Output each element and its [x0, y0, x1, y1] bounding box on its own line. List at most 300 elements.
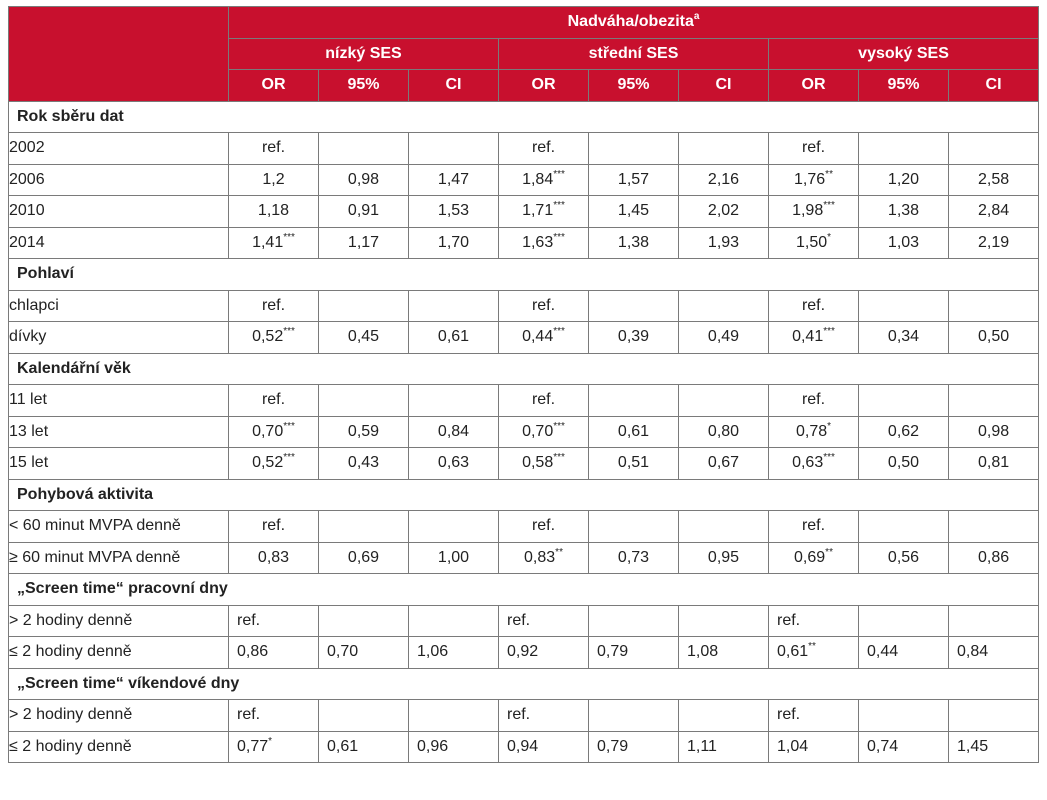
- table-cell: [229, 416, 319, 448]
- table-cell: [319, 290, 409, 322]
- table-cell: [499, 700, 589, 732]
- section-title: „Screen time“ pracovní dny: [9, 574, 1039, 606]
- table-cell: [499, 542, 589, 574]
- significance-marker: ***: [283, 420, 295, 432]
- row-label: ≥ 60 minut MVPA denně: [9, 542, 229, 574]
- col-ci: CI: [679, 70, 769, 102]
- table-cell: [499, 196, 589, 228]
- table-cell: [769, 605, 859, 637]
- section-title: Kalendářní věk: [9, 353, 1039, 385]
- cell-value: 1,98: [792, 202, 824, 220]
- table-cell: [409, 322, 499, 354]
- cell-value: 2,16: [707, 170, 740, 188]
- table-row: [9, 385, 1039, 417]
- cell-value: 0,83: [524, 548, 556, 566]
- cell-value: 1,18: [257, 202, 290, 220]
- table-row: [9, 700, 1039, 732]
- cell-value: 0,58: [522, 454, 554, 472]
- cell-value: 0,61: [327, 737, 359, 755]
- row-label: chlapci: [9, 290, 229, 322]
- table-cell: [229, 196, 319, 228]
- table-cell: [499, 133, 589, 165]
- table-cell: [769, 196, 859, 228]
- cell-value: 1,00: [437, 548, 470, 566]
- cell-value: 0,43: [347, 454, 380, 472]
- table-cell: [859, 700, 949, 732]
- cell-value: 0,86: [237, 643, 269, 661]
- cell-value: 0,86: [977, 548, 1010, 566]
- cell-value: ref.: [237, 706, 261, 724]
- table-cell: [229, 731, 319, 763]
- cell-value: ref.: [777, 706, 801, 724]
- cell-value: ref.: [237, 611, 261, 629]
- cell-value: 0,83: [257, 548, 290, 566]
- table-cell: [319, 227, 409, 259]
- table-cell: [499, 416, 589, 448]
- cell-value: 0,50: [887, 454, 920, 472]
- table-cell: [319, 731, 409, 763]
- table-cell: [499, 385, 589, 417]
- cell-value: 0,69: [347, 548, 380, 566]
- table-cell: [859, 637, 949, 669]
- table-cell: [679, 227, 769, 259]
- cell-value: 0,52: [252, 454, 284, 472]
- table-cell: [229, 637, 319, 669]
- table-cell: [499, 164, 589, 196]
- table-cell: [409, 196, 499, 228]
- table-cell: [499, 637, 589, 669]
- cell-value: 0,50: [977, 328, 1010, 346]
- cell-value: 0,39: [617, 328, 650, 346]
- table-cell: [769, 227, 859, 259]
- table-cell: [859, 605, 949, 637]
- cell-value: 2,02: [707, 202, 740, 220]
- cell-value: 1,06: [417, 643, 449, 661]
- significance-marker: *: [827, 231, 832, 243]
- significance-marker: *: [827, 420, 832, 432]
- cell-value: 1,70: [437, 233, 470, 251]
- cell-value: 0,44: [867, 643, 899, 661]
- table-cell: [769, 133, 859, 165]
- table-cell: [319, 637, 409, 669]
- table-cell: [679, 196, 769, 228]
- table-row: [9, 605, 1039, 637]
- cell-value: 1,20: [887, 170, 920, 188]
- table-cell: [229, 605, 319, 637]
- table-row: [9, 322, 1039, 354]
- cell-value: 2,19: [977, 233, 1010, 251]
- table-cell: [409, 637, 499, 669]
- table-cell: [679, 542, 769, 574]
- table-cell: [229, 164, 319, 196]
- cell-value: 1,2: [262, 170, 285, 188]
- table-cell: [769, 448, 859, 480]
- cell-value: 1,76: [794, 170, 826, 188]
- col-ci: CI: [409, 70, 499, 102]
- cell-value: 0,84: [437, 422, 470, 440]
- table-cell: [229, 385, 319, 417]
- table-cell: [949, 164, 1039, 196]
- table-cell: [409, 542, 499, 574]
- cell-value: 0,62: [887, 422, 920, 440]
- cell-value: 0,70: [522, 422, 554, 440]
- cell-value: 1,45: [957, 737, 989, 755]
- cell-value: 0,91: [347, 202, 380, 220]
- cell-value: 1,47: [437, 170, 470, 188]
- col-or: OR: [229, 70, 319, 102]
- significance-marker: **: [825, 546, 833, 558]
- table-header: [9, 7, 1039, 102]
- table-cell: [229, 290, 319, 322]
- cell-value: ref.: [261, 139, 286, 157]
- cell-value: 0,59: [347, 422, 380, 440]
- section-header-row: [9, 574, 1039, 606]
- table-cell: [319, 700, 409, 732]
- significance-marker: ***: [553, 168, 565, 180]
- table-cell: [319, 605, 409, 637]
- table-cell: [949, 196, 1039, 228]
- table-cell: [229, 700, 319, 732]
- significance-marker: **: [808, 641, 816, 653]
- significance-marker: ***: [823, 200, 835, 212]
- cell-value: 0,63: [437, 454, 470, 472]
- section-header-row: [9, 668, 1039, 700]
- significance-marker: ***: [283, 452, 295, 464]
- row-label: dívky: [9, 322, 229, 354]
- cell-value: 0,94: [507, 737, 539, 755]
- table-cell: [769, 542, 859, 574]
- col-ci: CI: [949, 70, 1039, 102]
- cell-value: 0,98: [977, 422, 1010, 440]
- col-95: 95%: [319, 70, 409, 102]
- table-row: [9, 133, 1039, 165]
- table-cell: [319, 133, 409, 165]
- table-cell: [859, 227, 949, 259]
- table-cell: [319, 416, 409, 448]
- table-cell: [499, 227, 589, 259]
- cell-value: 1,45: [617, 202, 650, 220]
- table-cell: [679, 700, 769, 732]
- cell-value: 0,74: [867, 737, 899, 755]
- cell-value: 0,98: [347, 170, 380, 188]
- cell-value: 0,78: [795, 422, 828, 440]
- table-cell: [679, 637, 769, 669]
- section-header-row: [9, 259, 1039, 291]
- table-cell: [409, 511, 499, 543]
- section-header-row: [9, 353, 1039, 385]
- table-cell: [679, 605, 769, 637]
- table-cell: [679, 385, 769, 417]
- table-cell: [949, 511, 1039, 543]
- table-cell: [319, 164, 409, 196]
- row-label: 2010: [9, 196, 229, 228]
- cell-value: 1,38: [617, 233, 650, 251]
- table-cell: [949, 133, 1039, 165]
- cell-value: 1,17: [347, 233, 380, 251]
- cell-value: ref.: [801, 517, 826, 535]
- cell-value: 0,51: [617, 454, 650, 472]
- cell-value: 0,61: [777, 643, 809, 661]
- row-label: 2006: [9, 164, 229, 196]
- table-cell: [589, 511, 679, 543]
- table-cell: [949, 700, 1039, 732]
- cell-value: ref.: [261, 391, 286, 409]
- cell-value: 1,93: [707, 233, 740, 251]
- row-label: 2002: [9, 133, 229, 165]
- table-cell: [229, 511, 319, 543]
- cell-value: 0,79: [597, 643, 629, 661]
- table-cell: [769, 322, 859, 354]
- cell-value: ref.: [801, 391, 826, 409]
- table-cell: [589, 731, 679, 763]
- cell-value: 1,50: [795, 233, 828, 251]
- table-row: [9, 164, 1039, 196]
- table-cell: [409, 385, 499, 417]
- cell-value: 0,73: [617, 548, 650, 566]
- significance-marker: ***: [553, 452, 565, 464]
- cell-value: 0,34: [887, 328, 920, 346]
- table-cell: [589, 416, 679, 448]
- table-cell: [679, 133, 769, 165]
- table-cell: [949, 637, 1039, 669]
- table-cell: [769, 290, 859, 322]
- significance-marker: ***: [823, 452, 835, 464]
- cell-value: ref.: [531, 391, 556, 409]
- table-cell: [679, 290, 769, 322]
- table-cell: [769, 731, 859, 763]
- row-label: 15 let: [9, 448, 229, 480]
- table-cell: [499, 322, 589, 354]
- cell-value: 0,61: [617, 422, 650, 440]
- significance-marker: ***: [823, 326, 835, 338]
- cell-value: 0,96: [417, 737, 449, 755]
- table-cell: [229, 133, 319, 165]
- cell-value: 0,44: [522, 328, 554, 346]
- table-cell: [949, 448, 1039, 480]
- table-cell: [409, 164, 499, 196]
- table-cell: [859, 511, 949, 543]
- table-cell: [859, 196, 949, 228]
- significance-marker: *: [268, 735, 273, 747]
- table-cell: [949, 416, 1039, 448]
- table-cell: [679, 448, 769, 480]
- table-cell: [679, 416, 769, 448]
- results-table: [8, 6, 1039, 763]
- significance-marker: ***: [553, 231, 565, 243]
- table-cell: [499, 731, 589, 763]
- significance-marker: ***: [283, 326, 295, 338]
- table-row: [9, 196, 1039, 228]
- table-cell: [949, 227, 1039, 259]
- row-label: 13 let: [9, 416, 229, 448]
- col-or: OR: [769, 70, 859, 102]
- cell-value: ref.: [531, 296, 556, 314]
- table-cell: [679, 164, 769, 196]
- cell-value: 0,41: [792, 328, 824, 346]
- table-cell: [859, 385, 949, 417]
- cell-value: 2,58: [977, 170, 1010, 188]
- row-label: 11 let: [9, 385, 229, 417]
- table-cell: [949, 385, 1039, 417]
- significance-marker: **: [555, 546, 563, 558]
- cell-value: ref.: [801, 139, 826, 157]
- table-cell: [589, 542, 679, 574]
- cell-value: 1,53: [437, 202, 470, 220]
- table-cell: [409, 290, 499, 322]
- cell-value: 0,45: [347, 328, 380, 346]
- table-cell: [859, 290, 949, 322]
- table-cell: [949, 542, 1039, 574]
- table-row: [9, 227, 1039, 259]
- table-cell: [769, 511, 859, 543]
- cell-value: 0,49: [707, 328, 740, 346]
- cell-value: 0,61: [437, 328, 470, 346]
- cell-value: 1,41: [252, 233, 284, 251]
- table-row: [9, 637, 1039, 669]
- cell-value: 1,57: [617, 170, 650, 188]
- cell-value: 1,03: [887, 233, 920, 251]
- table-cell: [409, 133, 499, 165]
- table-cell: [319, 385, 409, 417]
- table-cell: [949, 605, 1039, 637]
- table-row: [9, 416, 1039, 448]
- table-cell: [859, 133, 949, 165]
- table-cell: [589, 385, 679, 417]
- table-cell: [499, 448, 589, 480]
- cell-value: 0,70: [327, 643, 359, 661]
- table-cell: [319, 196, 409, 228]
- table-cell: [499, 511, 589, 543]
- cell-value: 0,70: [252, 422, 284, 440]
- cell-value: 1,63: [522, 233, 554, 251]
- table-row: [9, 448, 1039, 480]
- ses-mid-header: střední SES: [499, 38, 769, 70]
- table-cell: [859, 416, 949, 448]
- ses-high-header: vysoký SES: [769, 38, 1039, 70]
- table-cell: [229, 542, 319, 574]
- table-cell: [589, 637, 679, 669]
- table-cell: [589, 196, 679, 228]
- col-95: 95%: [589, 70, 679, 102]
- table-cell: [679, 322, 769, 354]
- table-cell: [409, 731, 499, 763]
- table-row: [9, 731, 1039, 763]
- table-cell: [859, 164, 949, 196]
- table-cell: [859, 448, 949, 480]
- table-cell: [769, 416, 859, 448]
- table-cell: [409, 227, 499, 259]
- table-cell: [949, 731, 1039, 763]
- cell-value: 0,77: [237, 737, 269, 755]
- cell-value: ref.: [531, 139, 556, 157]
- section-header-row: [9, 101, 1039, 133]
- table-cell: [409, 605, 499, 637]
- significance-marker: ***: [553, 420, 565, 432]
- cell-value: 1,04: [777, 737, 809, 755]
- cell-value: ref.: [801, 296, 826, 314]
- table-cell: [589, 448, 679, 480]
- table-cell: [589, 133, 679, 165]
- table-cell: [769, 700, 859, 732]
- table-row: [9, 542, 1039, 574]
- table-cell: [409, 416, 499, 448]
- table-cell: [679, 731, 769, 763]
- table-cell: [589, 290, 679, 322]
- row-label: > 2 hodiny denně: [9, 700, 229, 732]
- col-or: OR: [499, 70, 589, 102]
- table-cell: [229, 448, 319, 480]
- section-title: Rok sběru dat: [9, 101, 1039, 133]
- table-cell: [589, 700, 679, 732]
- cell-value: 0,92: [507, 643, 539, 661]
- cell-value: ref.: [507, 706, 531, 724]
- cell-value: 2,84: [977, 202, 1010, 220]
- section-header-row: [9, 479, 1039, 511]
- table-cell: [679, 511, 769, 543]
- row-label: < 60 minut MVPA denně: [9, 511, 229, 543]
- section-title: „Screen time“ víkendové dny: [9, 668, 1039, 700]
- cell-value: 0,80: [707, 422, 740, 440]
- significance-marker: **: [825, 168, 833, 180]
- col-95: 95%: [859, 70, 949, 102]
- table-cell: [229, 322, 319, 354]
- cell-value: ref.: [531, 517, 556, 535]
- cell-value: 0,69: [794, 548, 826, 566]
- cell-value: 0,52: [252, 328, 284, 346]
- table-cell: [229, 227, 319, 259]
- cell-value: 1,71: [522, 202, 554, 220]
- section-title: Pohybová aktivita: [9, 479, 1039, 511]
- table-cell: [499, 290, 589, 322]
- ses-low-header: nízký SES: [229, 38, 499, 70]
- row-label: ≤ 2 hodiny denně: [9, 731, 229, 763]
- cell-value: 0,81: [977, 454, 1010, 472]
- header-corner: [9, 7, 229, 102]
- table-cell: [319, 542, 409, 574]
- table-cell: [859, 542, 949, 574]
- table-body: [9, 101, 1039, 763]
- cell-value: ref.: [507, 611, 531, 629]
- table-cell: [589, 164, 679, 196]
- row-label: > 2 hodiny denně: [9, 605, 229, 637]
- significance-marker: ***: [283, 231, 295, 243]
- table-cell: [949, 290, 1039, 322]
- group-title: Nadváha/obezita$^a$: [229, 7, 1039, 39]
- table-row: [9, 290, 1039, 322]
- table-cell: [859, 731, 949, 763]
- cell-value: ref.: [261, 296, 286, 314]
- cell-value: 0,95: [707, 548, 740, 566]
- cell-value: ref.: [261, 517, 286, 535]
- table-cell: [589, 322, 679, 354]
- row-label: ≤ 2 hodiny denně: [9, 637, 229, 669]
- cell-value: 0,63: [792, 454, 824, 472]
- table-cell: [319, 322, 409, 354]
- cell-value: 0,84: [957, 643, 989, 661]
- cell-value: 0,67: [707, 454, 740, 472]
- cell-value: 1,84: [522, 170, 554, 188]
- cell-value: ref.: [777, 611, 801, 629]
- table-cell: [769, 164, 859, 196]
- cell-value: 1,38: [887, 202, 920, 220]
- table-row: [9, 511, 1039, 543]
- significance-marker: ***: [553, 200, 565, 212]
- cell-value: 1,08: [687, 643, 719, 661]
- table-cell: [319, 448, 409, 480]
- table-cell: [949, 322, 1039, 354]
- table-cell: [589, 605, 679, 637]
- table-cell: [409, 700, 499, 732]
